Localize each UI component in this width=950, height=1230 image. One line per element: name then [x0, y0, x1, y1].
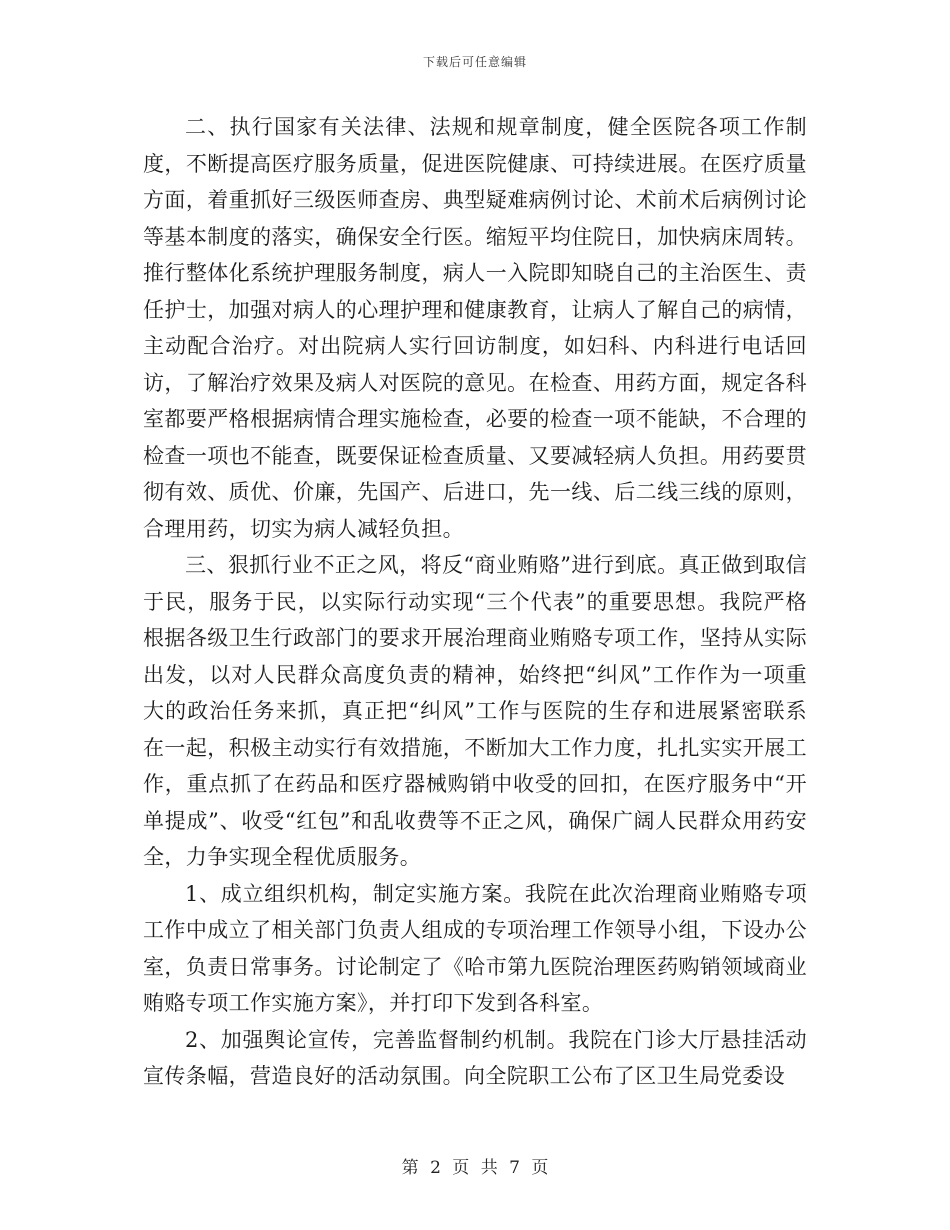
- paragraph-item-1: 1、成立组织机构，制定实施方案。我院在此次治理商业贿赂专项工作中成立了相关部门负责人组成的专项治理工作领导小组，下设办公室，负责日常事务。讨论制定了《哈市第九医院治理医药购销领域商业贿赂专项工作实施方案》，并打印下发到各科室。: [143, 881, 807, 1015]
- paragraph-section-3: 三、狠抓行业不正之风，将反“商业贿赂”进行到底。真正做到取信于民，服务于民，以实际行动实现“三个代表”的重要思想。我院严格根据各级卫生行政部门的要求开展治理商业贿赂专项工作，坚持从实际出发，以对人民群众高度负责的精神，始终把“纠风”工作作为一项重大的政治任务来抓，真正把“纠风”工作与医院的生存和进展紧密联系在一起，积极主动实行有效措施，不断加大工作力度，扎扎实实开展工作，重点抓了在药品和医疗器械购销中收受的回扣，在医疗服务中“开单提成”、收受“红包”和乱收费等不正之风，确保广阔人民群众用药安全，力争实现全程优质服务。: [143, 553, 807, 869]
- page-header: 下载后可任意编辑: [422, 55, 527, 69]
- paragraph-item-2: 2、加强舆论宣传，完善监督制约机制。我院在门诊大厅悬挂活动宣传条幅，营造良好的活动氛围。向全院职工公布了区卫生局党委设: [143, 1027, 807, 1088]
- document-body: [143, 109, 807, 1095]
- paragraph-section-2: 二、执行国家有关法律、法规和规章制度，健全医院各项工作制度，不断提高医疗服务质量，促进医院健康、可持续进展。在医疗质量方面，着重抓好三级医师查房、典型疑难病例讨论、术前术后病例讨论等基本制度的落实，确保安全行医。缩短平均住院日，加快病床周转。推行整体化系统护理服务制度，病人一入院即知晓自己的主治医生、责任护士，加强对病人的心理护理和健康教育，让病人了解自己的病情，主动配合治疗。对出院病人实行回访制度，如妇科、内科进行电话回访，了解治疗效果及病人对医院的意见。在检查、用药方面，规定各科室都要严格根据病情合理实施检查，必要的检查一项不能缺，不合理的检查一项也不能查，既要保证检查质量、又要减轻病人负担。用药要贯彻有效、质优、价廉，先国产、后进口，先一线、后二线三线的原则，合理用药，切实为病人减轻负担。: [143, 115, 807, 541]
- page-number-footer: 第 2 页 共 7 页: [401, 1158, 549, 1178]
